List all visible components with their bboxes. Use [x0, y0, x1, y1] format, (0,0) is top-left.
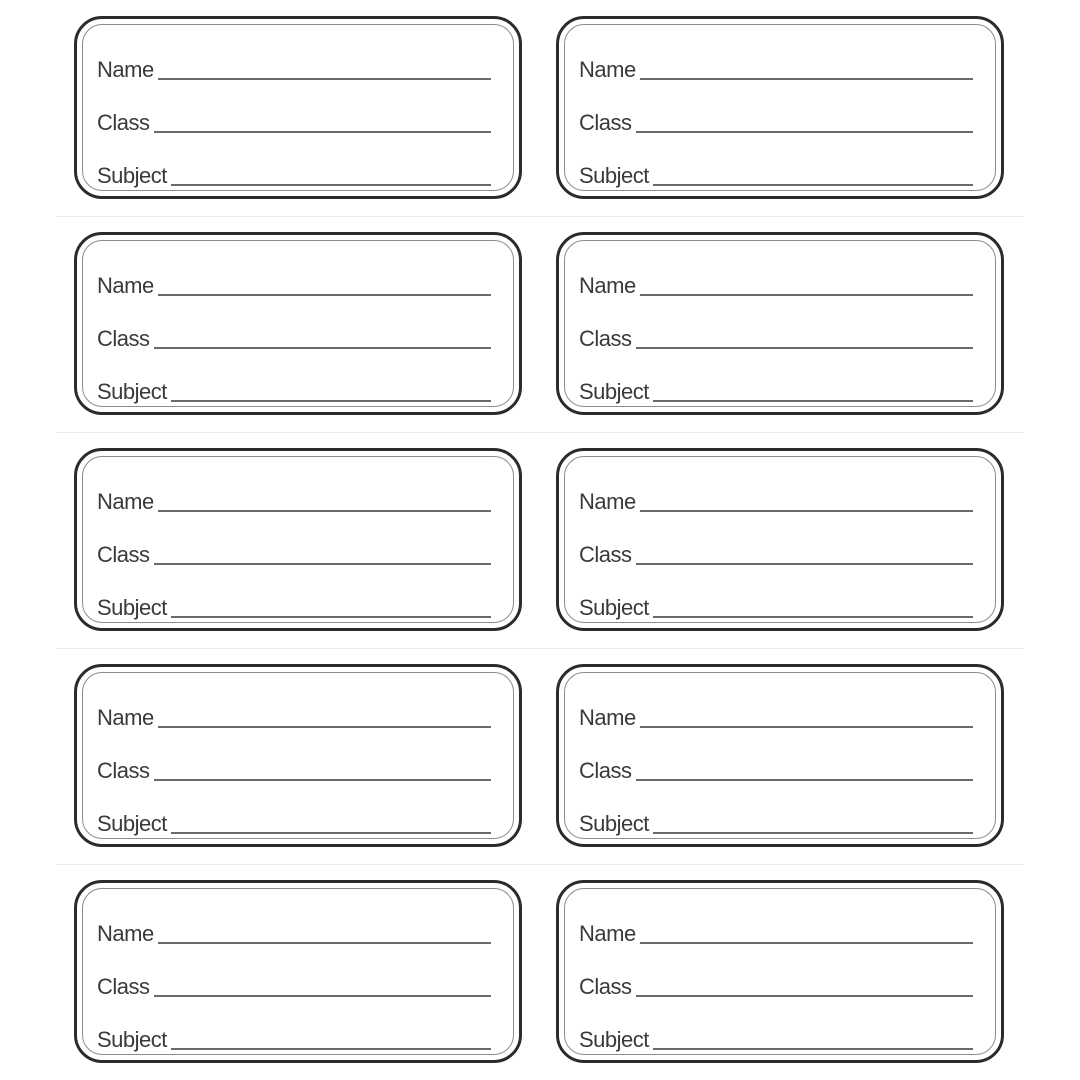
field-label: Name	[579, 705, 636, 730]
name-label-card	[556, 664, 1004, 847]
field-label: Class	[579, 542, 632, 567]
field-label: Subject	[579, 379, 649, 404]
write-in-line[interactable]	[636, 131, 973, 133]
name-label-card	[556, 16, 1004, 199]
field-label: Class	[97, 542, 150, 567]
label-field-row	[579, 699, 973, 729]
field-label: Subject	[579, 163, 649, 188]
name-label-card	[74, 664, 522, 847]
label-field-row	[97, 320, 491, 350]
field-label: Class	[97, 758, 150, 783]
label-field-row	[97, 699, 491, 729]
write-in-line[interactable]	[640, 942, 973, 944]
field-label: Subject	[97, 811, 167, 836]
cut-line	[56, 432, 1024, 433]
field-label: Subject	[97, 379, 167, 404]
write-in-line[interactable]	[636, 995, 973, 997]
label-field-row	[579, 373, 973, 403]
field-label: Subject	[97, 1027, 167, 1052]
label-field-row	[97, 267, 491, 297]
field-label: Name	[579, 489, 636, 514]
write-in-line[interactable]	[158, 78, 491, 80]
write-in-line[interactable]	[653, 1048, 973, 1050]
label-field-row	[97, 752, 491, 782]
label-field-row	[579, 320, 973, 350]
name-label-card	[74, 232, 522, 415]
field-label: Name	[97, 57, 154, 82]
label-field-row	[579, 1021, 973, 1051]
field-label: Name	[97, 705, 154, 730]
write-in-line[interactable]	[653, 616, 973, 618]
label-field-row	[579, 483, 973, 513]
cut-line	[56, 648, 1024, 649]
write-in-line[interactable]	[171, 400, 491, 402]
label-field-row	[97, 805, 491, 835]
write-in-line[interactable]	[158, 294, 491, 296]
write-in-line[interactable]	[636, 563, 973, 565]
field-label: Class	[579, 974, 632, 999]
field-label: Name	[579, 921, 636, 946]
write-in-line[interactable]	[653, 400, 973, 402]
field-label: Name	[579, 57, 636, 82]
write-in-line[interactable]	[154, 779, 491, 781]
name-label-card	[556, 880, 1004, 1063]
label-field-row	[97, 157, 491, 187]
label-field-row	[579, 51, 973, 81]
write-in-line[interactable]	[171, 616, 491, 618]
field-label: Subject	[579, 595, 649, 620]
write-in-line[interactable]	[640, 510, 973, 512]
write-in-line[interactable]	[653, 184, 973, 186]
name-label-card	[556, 232, 1004, 415]
label-field-row	[97, 373, 491, 403]
label-field-row	[97, 483, 491, 513]
label-field-row	[579, 968, 973, 998]
field-label: Name	[579, 273, 636, 298]
field-label: Subject	[579, 811, 649, 836]
write-in-line[interactable]	[158, 726, 491, 728]
write-in-line[interactable]	[171, 832, 491, 834]
field-label: Subject	[97, 163, 167, 188]
label-field-row	[579, 267, 973, 297]
field-label: Name	[97, 489, 154, 514]
name-label-card	[74, 448, 522, 631]
label-field-row	[97, 915, 491, 945]
label-field-row	[97, 968, 491, 998]
name-label-card	[74, 880, 522, 1063]
field-label: Class	[579, 758, 632, 783]
label-field-row	[97, 589, 491, 619]
label-field-row	[579, 752, 973, 782]
label-field-row	[579, 915, 973, 945]
write-in-line[interactable]	[640, 78, 973, 80]
field-label: Class	[97, 974, 150, 999]
field-label: Name	[97, 273, 154, 298]
label-field-row	[97, 1021, 491, 1051]
label-field-row	[579, 589, 973, 619]
write-in-line[interactable]	[636, 779, 973, 781]
write-in-line[interactable]	[158, 942, 491, 944]
write-in-line[interactable]	[154, 131, 491, 133]
write-in-line[interactable]	[636, 347, 973, 349]
write-in-line[interactable]	[640, 294, 973, 296]
label-field-row	[97, 536, 491, 566]
write-in-line[interactable]	[653, 832, 973, 834]
write-in-line[interactable]	[154, 995, 491, 997]
label-field-row	[579, 536, 973, 566]
field-label: Subject	[97, 595, 167, 620]
cut-line	[56, 864, 1024, 865]
label-field-row	[579, 157, 973, 187]
field-label: Class	[97, 110, 150, 135]
label-field-row	[579, 805, 973, 835]
write-in-line[interactable]	[158, 510, 491, 512]
field-label: Class	[97, 326, 150, 351]
field-label: Subject	[579, 1027, 649, 1052]
write-in-line[interactable]	[171, 184, 491, 186]
write-in-line[interactable]	[154, 563, 491, 565]
label-field-row	[97, 51, 491, 81]
name-label-card	[556, 448, 1004, 631]
label-field-row	[579, 104, 973, 134]
write-in-line[interactable]	[171, 1048, 491, 1050]
label-field-row	[97, 104, 491, 134]
write-in-line[interactable]	[640, 726, 973, 728]
cut-line	[56, 216, 1024, 217]
write-in-line[interactable]	[154, 347, 491, 349]
field-label: Name	[97, 921, 154, 946]
field-label: Class	[579, 326, 632, 351]
name-label-card	[74, 16, 522, 199]
field-label: Class	[579, 110, 632, 135]
